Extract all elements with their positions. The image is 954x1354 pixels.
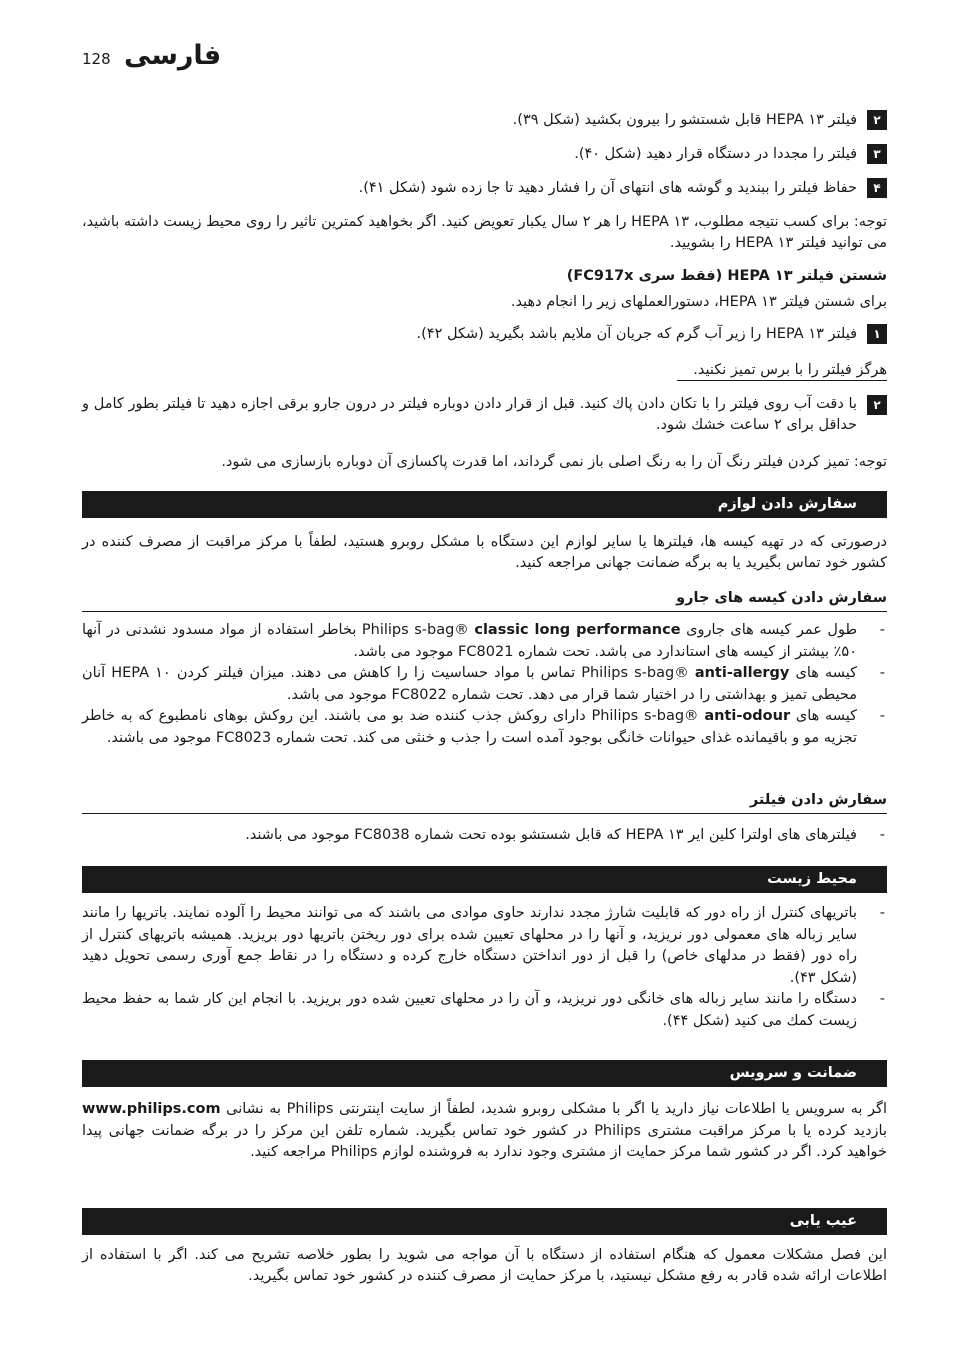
- note-replace-hepa: توجه: برای کسب نتیجه مطلوب، HEPA ۱۳ را هر ۲ سال یکبار تعویض کنید. اگر بخواهید کمترین تاثیر را روی محیط زیست داشته باشید، می توانید فیلتر HEPA ۱۳ را بشویید.: [82, 214, 887, 251]
- troubleshooting-text: این فصل مشکلات معمول که هنگام استفاده از دستگاه با آن مواجه می شوید را بطور خلاصه تشریح می کند. اگر با استفاده از اطلاعات ارائه شده قادر به رفع مشکل نیستید، با مرکز حمایت از مصرف کننده در کشور خود تماس بگیرید.: [82, 1247, 887, 1284]
- filters-list: [82, 825, 887, 847]
- section-bar-accessories: سفارش دادن لوازم: [82, 491, 887, 518]
- note-filter-colour: توجه: تمیز کردن فیلتر رنگ آن را به رنگ اصلی باز نمی گرداند، اما قدرت پاکسازی آن دوباره بازسازی می شود.: [221, 454, 887, 470]
- step-text: فیلتر را مجددا در دستگاه قرار دهید (شکل ۴۰).: [574, 146, 857, 162]
- step-4-close-grille: [82, 177, 887, 199]
- bags-section-title: سفارش دادن کیسه های جارو: [676, 590, 887, 606]
- bags-list: [82, 620, 887, 749]
- accessories-text: درصورتی که در تهیه کیسه ها، فیلترها یا سایر لوازم این دستگاه با مشکل روبرو هستید، لطفاً با مرکز مراقبت از مصرف کننده در کشور خود تماس بگیرید یا به برگه ضمانت جهانی مراجعه کنید.: [82, 534, 887, 571]
- step-text: فیلتر HEPA ۱۳ را زیر آب گرم که جریان آن ملایم باشد بگیرید (شکل ۴۲).: [416, 326, 857, 342]
- step-number: ۴: [867, 178, 887, 198]
- section-bar-guarantee: ضمانت و سرویس: [82, 1060, 887, 1087]
- list-item-anti-odour-bag: - کیسه های anti-odour Philips s-bag® دارای روکش جذب کننده ضد بو می باشند. این روکش بوهای نامطبوع که به خاطر تجزیه مو و باقیمانده غذای حیوانات خانگی بوجود آمده است را جذب و خنثی می کند. تحت شماره FC8023 موجود می باشند.: [82, 708, 885, 746]
- step-number: ۱: [867, 324, 887, 344]
- list-item-disposal: - دستگاه را مانند سایر زباله های خانگی دور نریزید، و آن را در محلهای تعیین شده دور بریزید. با انجام این کار شما به حفظ محیط زیست کمك می کنید (شکل ۴۴).: [82, 991, 885, 1029]
- section-divider: [82, 611, 887, 612]
- page-language-title: فارسی: [124, 40, 222, 71]
- step-number: ۲: [867, 395, 887, 415]
- step-text: فیلتر HEPA ۱۳ قابل شستشو را بیرون بکشید (شکل ۳۹).: [512, 112, 857, 128]
- list-item-classic-bag: - طول عمر کیسه های جاروی classic long performance Philips s-bag® بخاطر استفاده از مواد مسدود نشدنی در آنها ۵۰٪ بیشتر از کیسه های استاندارد می باشد. تحت شماره FC8021 موجود می باشد.: [82, 622, 885, 660]
- list-item-batteries: - باتریهای کنترل از راه دور که قابلیت شارژ مجدد ندارند حاوی موادی می باشند که می توانند محیط را آلوده نمایند. باتریها را مانند سایر زباله های معمولی دور نریزید، و آنها را در محلهای تعیین شده برای دور ریختن باتریها دور بریزید. همیشه باتریهای کنترل از راه دور (فقط در مدلهای خاص) را قبل از دور انداختن دستگاه خارج کرده و دستگاه را در نقاط جمع آوری رسمی تحویل دهید (شکل ۴۳).: [82, 905, 885, 986]
- warning-no-brush: هرگز فیلتر را با برس تمیز نکنید.: [677, 360, 887, 381]
- step-number: ۲: [867, 110, 887, 130]
- wash-intro: برای شستن فیلتر HEPA ۱۳، دستورالعملهای زیر را انجام دهید.: [510, 294, 887, 310]
- section-divider: [82, 813, 887, 814]
- list-item-filter: - فیلترهای های اولترا کلین ایر HEPA ۱۳ که قابل شستشو بوده تحت شماره FC8038 موجود می باشند.: [245, 827, 885, 843]
- step-3-reinsert-filter: [82, 143, 887, 165]
- wash-step-1: [82, 323, 887, 345]
- section-bar-environment: محیط زیست: [82, 866, 887, 893]
- list-item-anti-allergy-bag: - کیسه های anti-allergy Philips s-bag® تماس با مواد حساسیت زا را کاهش می دهند. میزان فیلتر کردن HEPA ۱۰ آنان محیطی تمیز و بهداشتی را در اختیار شما قرار می دهد. تحت شماره FC8022 موجود می باشد.: [82, 665, 885, 703]
- page-number: 128: [82, 50, 111, 68]
- step-2-pull-filter: [82, 109, 887, 131]
- philips-website-link[interactable]: www.philips.com: [82, 1101, 221, 1117]
- guarantee-text: اگر به سرویس یا اطلاعات نیاز دارید یا اگر با مشکلی روبرو شدید، لطفاً از سایت اینترنتی Philips به نشانی www.philips.com بازدید کرده یا با مرکز مراقبت مشتری Philips در کشور خود تماس بگیرید. شماره تلفن این مرکز را در برگه ضمانت جهانی پیدا خواهید کرد. اگر در کشور شما مرکز حمایت از مشتری وجود ندارد به فروشنده لوازم Philips مراجعه کنید.: [82, 1101, 887, 1160]
- filters-section-title: سفارش دادن فیلتر: [749, 792, 887, 808]
- step-text: حفاظ فیلتر را ببندید و گوشه های انتهای آن را فشار دهید تا جا زده شود (شکل ۴۱).: [358, 180, 857, 196]
- step-number: ۳: [867, 144, 887, 164]
- section-bar-troubleshooting: عیب یابی: [82, 1208, 887, 1235]
- wash-step-2: [82, 394, 887, 438]
- environment-list: [82, 903, 887, 1032]
- wash-section-title: شستن فیلتر HEPA ۱۳ (فقط سری FC917x): [566, 268, 887, 284]
- step-text: با دقت آب روی فیلتر را با تکان دادن پاك کنید. قبل از قرار دادن دوباره فیلتر در درون جارو برقی اجازه دهید تا فیلتر بطور کامل و حداقل برای ۲ ساعت خشك شود.: [82, 396, 857, 433]
